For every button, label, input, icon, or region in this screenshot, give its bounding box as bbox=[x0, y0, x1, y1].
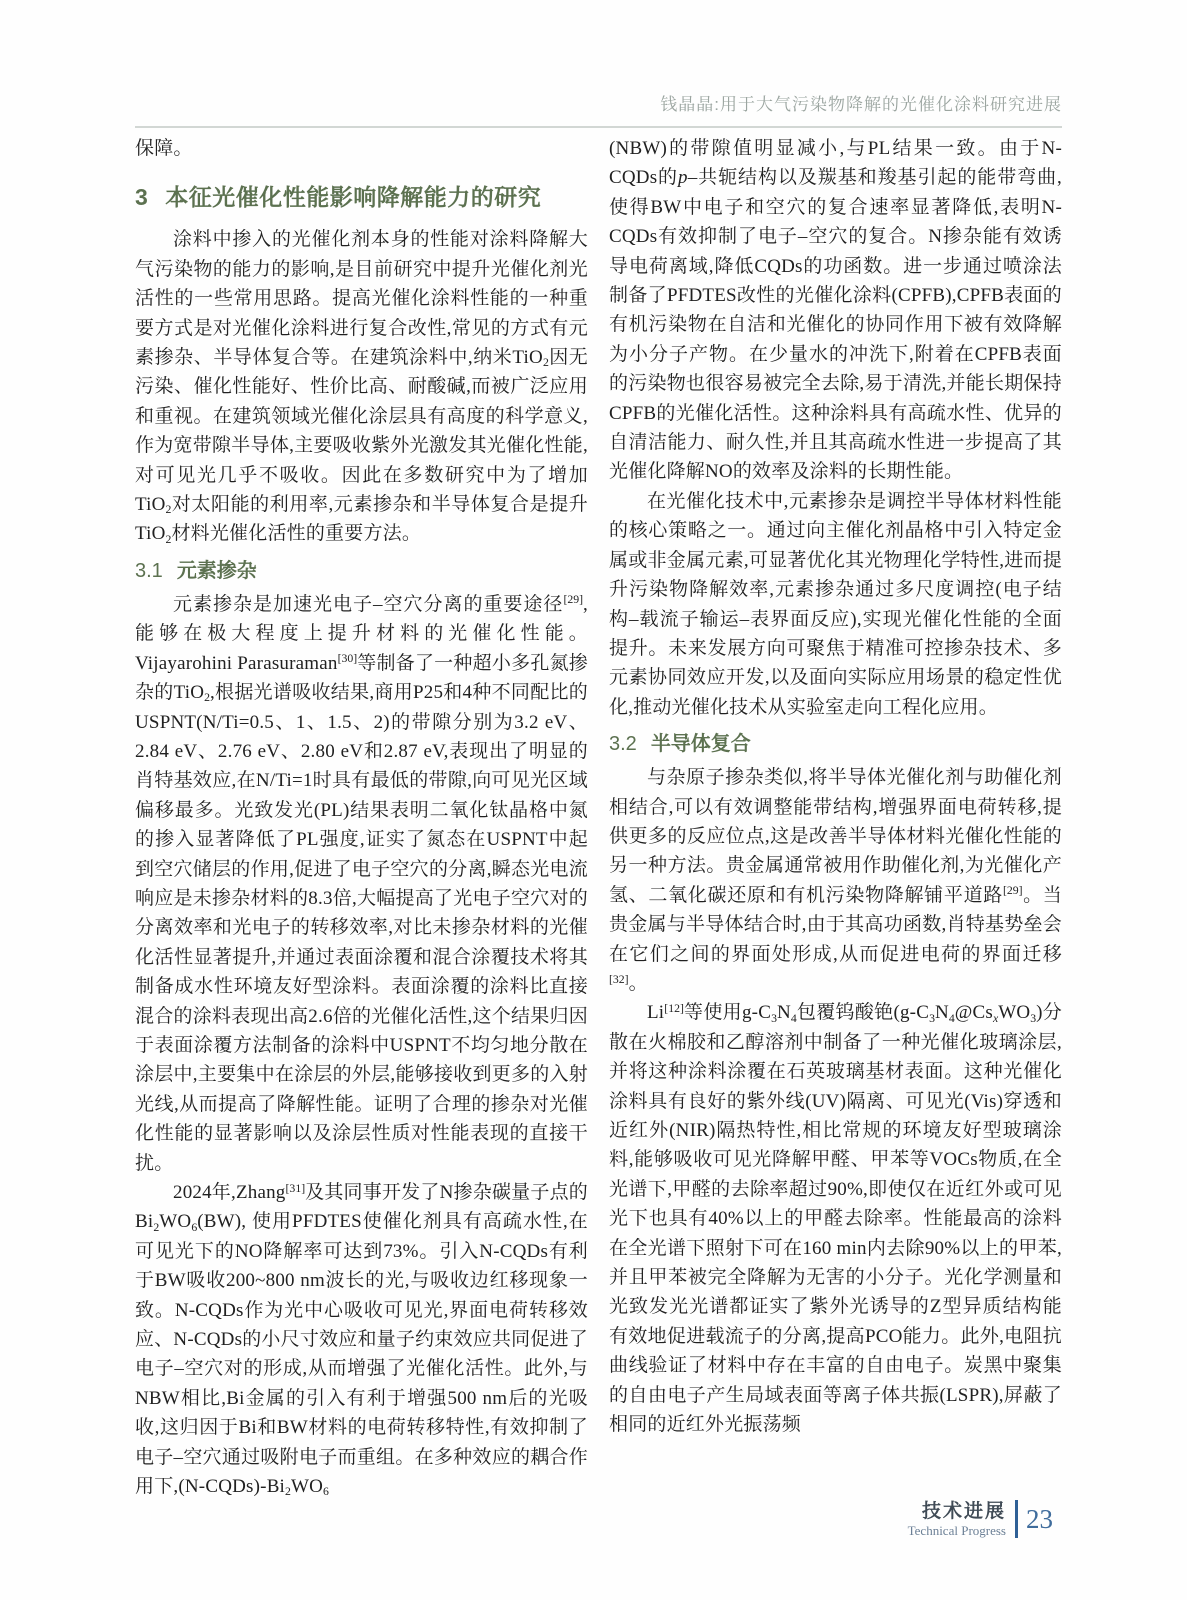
paragraph-continuation: 保障。 bbox=[135, 138, 193, 159]
paragraph-continuation: (NBW)的带隙值明显减小,与PL结果一致。由于N-CQDs的p–共轭结构以及羰基和羧基引起的能带弯曲,使得BW中电子和空穴的复合速率显著降低,表明N-CQDs有效抑制了电子–空穴的复合。N掺杂能有效诱导电荷离域,降低CQDs的功函数。进一步通过喷涂法制备了PFDTES改性的光催化涂料(CPFB),CPFB表面的有机污染物在自洁和光催化的协同作用下被有效降解为小分子产物。在少量水的冲洗下,附着在CPFB表面的污染物也很容易被完全去除,易于清洗,并能长期保持CPFB的光催化活性。这种涂料具有高疏水性、优异的自清洁能力、耐久性,并且其高疏水性进一步提高了其光催化降解NO的效率及涂料的长期性能。 bbox=[609, 138, 1062, 483]
paragraph: 元素掺杂是加速光电子–空穴分离的重要途径[29],能够在极大程度上提升材料的光催化性能。Vijayarohini Parasuraman[30]等制备了一种超小多孔氮掺杂的TiO$_2$,根据光谱吸收结果,商用P25和4种不同配比的USPNT(N/Ti=0.5、1、1.5、2)的带隙分别为3.2 eV、2.84 eV、2.76 eV、2.80 eV和2.87 eV,表现出了明显的肖特基效应,在N/Ti=1时具有最低的带隙,向可见光区域偏移最多。光致发光(PL)结果表明二氧化钛晶格中氮的掺入显著降低了PL强度,证实了氮态在USPNT中起到空穴储层的作用,促进了电子空穴的分离,瞬态光电流响应是未掺杂材料的8.3倍,大幅提高了光电子空穴对的分离效率和光电子的转移效率,对比未掺杂材料的光催化活性显著提升,并通过表面涂覆和混合涂覆技术将其制备成水性环境友好型涂料。表面涂覆的涂料比直接混合的涂料表现出高2.6倍的光催化活性,这个结果归因于表面涂覆方法制备的涂料中USPNT不均匀地分散在涂层中,主要集中在涂层的外层,能够接收到更多的入射光线,从而提高了降解性能。证明了合理的掺杂对光催化性能的显著影响以及涂层性质对性能表现的直接干扰。 bbox=[135, 593, 588, 1174]
subsection-heading bbox=[609, 731, 1062, 757]
subsection-heading bbox=[135, 558, 588, 584]
footer-label-en: Technical Progress bbox=[907, 1522, 1006, 1538]
subsection-number: 3.1 bbox=[135, 559, 163, 582]
footer-section-label bbox=[908, 1501, 1006, 1538]
section-heading bbox=[135, 182, 588, 212]
right-column bbox=[609, 134, 1062, 1501]
paragraph: 2024年,Zhang[31]及其同事开发了N掺杂碳量子点的$Bi_2WO_6(BW)$, 使用PFDTES使催化剂具有高疏水性,在可见光下的NO降解率可达到73%。引入N-CQDs有利于BW吸收200~800 nm波长的光,与吸收边红移现象一致。N-CQDs作为光中心吸收可见光,界面电荷转移效应、N-CQDs的小尺寸效应和量子约束效应共同促进了电子–空穴对的形成,从而增强了光催化活性。此外,与NBW相比,Bi金属的引入有利于增强500 nm后的光吸收,这归因于Bi和BW材料的电荷转移特性,有效抑制了电子–空穴通过吸附电子而重组。在多种效应的耦合作用下$,(N-CQDs)-Bi_2WO_6$ bbox=[135, 1181, 588, 1499]
section-number: 3 bbox=[135, 184, 149, 211]
subsection-title: 元素掺杂 bbox=[176, 559, 257, 582]
paragraph: Li[12]等使用$g-C_3N_4$包覆钨酸铯$(g-C_3N_4@Cs_xWO_3)$分散在火棉胶和乙醇溶剂中制备了一种光催化玻璃涂层,并将这种涂料涂覆在石英玻璃基材表面。这种光催化涂料具有良好的紫外线(UV)隔离、可见光(Vis)穿透和近红外(NIR)隔热特性,相比常规的环境友好型玻璃涂料,能够吸收可见光降解甲醛、甲苯等VOCs物质,在全光谱下,甲醛的去除率超过90%,即使仅在近红外或可见光下也具有40%以上的甲醛去除率。性能最高的涂料在全光谱下照射下可在160 min内去除90%以上的甲苯,并且甲苯被完全降解为无害的小分子。光化学测量和光致发光光谱都证实了紫外光诱导的Z型异质结构能有效地促进载流子的分离,提高PCO能力。此外,电阻抗曲线验证了材料中存在丰富的自由电子。炭黑中聚集的自由电子产生局域表面等离子体共振(LSPR),屏蔽了相同的近红外光振荡频 bbox=[609, 1001, 1062, 1436]
paragraph: 与杂原子掺杂类似,将半导体光催化剂与助催化剂相结合,可以有效调整能带结构,增强界面电荷转移,提供更多的反应位点,这是改善半导体材料光催化性能的另一种方法。贵金属通常被用作助催化剂,为光催化产氢、二氧化碳还原和有机污染物降解铺平道路[29]。当贵金属与半导体结合时,由于其高功函数,肖特基势垒会在它们之间的界面处形成,从而促进电荷的界面迁移[32]。 bbox=[609, 767, 1062, 994]
page-footer bbox=[908, 1500, 1053, 1538]
subsection-number: 3.2 bbox=[609, 733, 637, 756]
footer-label-zh: 技术进展 bbox=[921, 1500, 1006, 1522]
subsection-title: 半导体复合 bbox=[650, 733, 751, 756]
footer-divider-bar bbox=[1015, 1500, 1018, 1538]
left-column bbox=[135, 134, 588, 1501]
section-title: 本征光催化性能影响降解能力的研究 bbox=[165, 184, 542, 211]
page-body bbox=[135, 134, 1062, 1501]
page-number: 23 bbox=[1026, 1503, 1053, 1534]
header-divider bbox=[135, 126, 1062, 128]
running-head: 钱晶晶:用于大气污染物降解的光催化涂料研究进展 bbox=[660, 95, 1062, 114]
paragraph: 在光催化技术中,元素掺杂是调控半导体材料性能的核心策略之一。通过向主催化剂晶格中引入特定金属或非金属元素,可显著优化其光物理化学特性,进而提升污染物降解效率,元素掺杂通过多尺度调控(电子结构–载流子输运–表界面反应),实现光催化性能的全面提升。未来发展方向可聚焦于精准可控掺杂技术、多元素协同效应开发,以及面向实际应用场景的稳定性优化,推动光催化技术从实验室走向工程化应用。 bbox=[609, 490, 1062, 718]
paragraph: 涂料中掺入的光催化剂本身的性能对涂料降解大气污染物的能力的影响,是目前研究中提升光催化剂光活性的一些常用思路。提高光催化涂料性能的一种重要方式是对光催化涂料进行复合改性,常见的方式有元素掺杂、半导体复合等。在建筑涂料中,纳米TiO$_2$因无污染、催化性能好、性价比高、耐酸碱,而被广泛应用和重视。在建筑领域光催化涂层具有高度的科学意义,作为宽带隙半导体,主要吸收紫外光激发其光催化性能,对可见光几乎不吸收。因此在多数研究中为了增加TiO$_2$对太阳能的利用率,元素掺杂和半导体复合是提升TiO$_2$材料光催化活性的重要方法。 bbox=[135, 229, 588, 546]
